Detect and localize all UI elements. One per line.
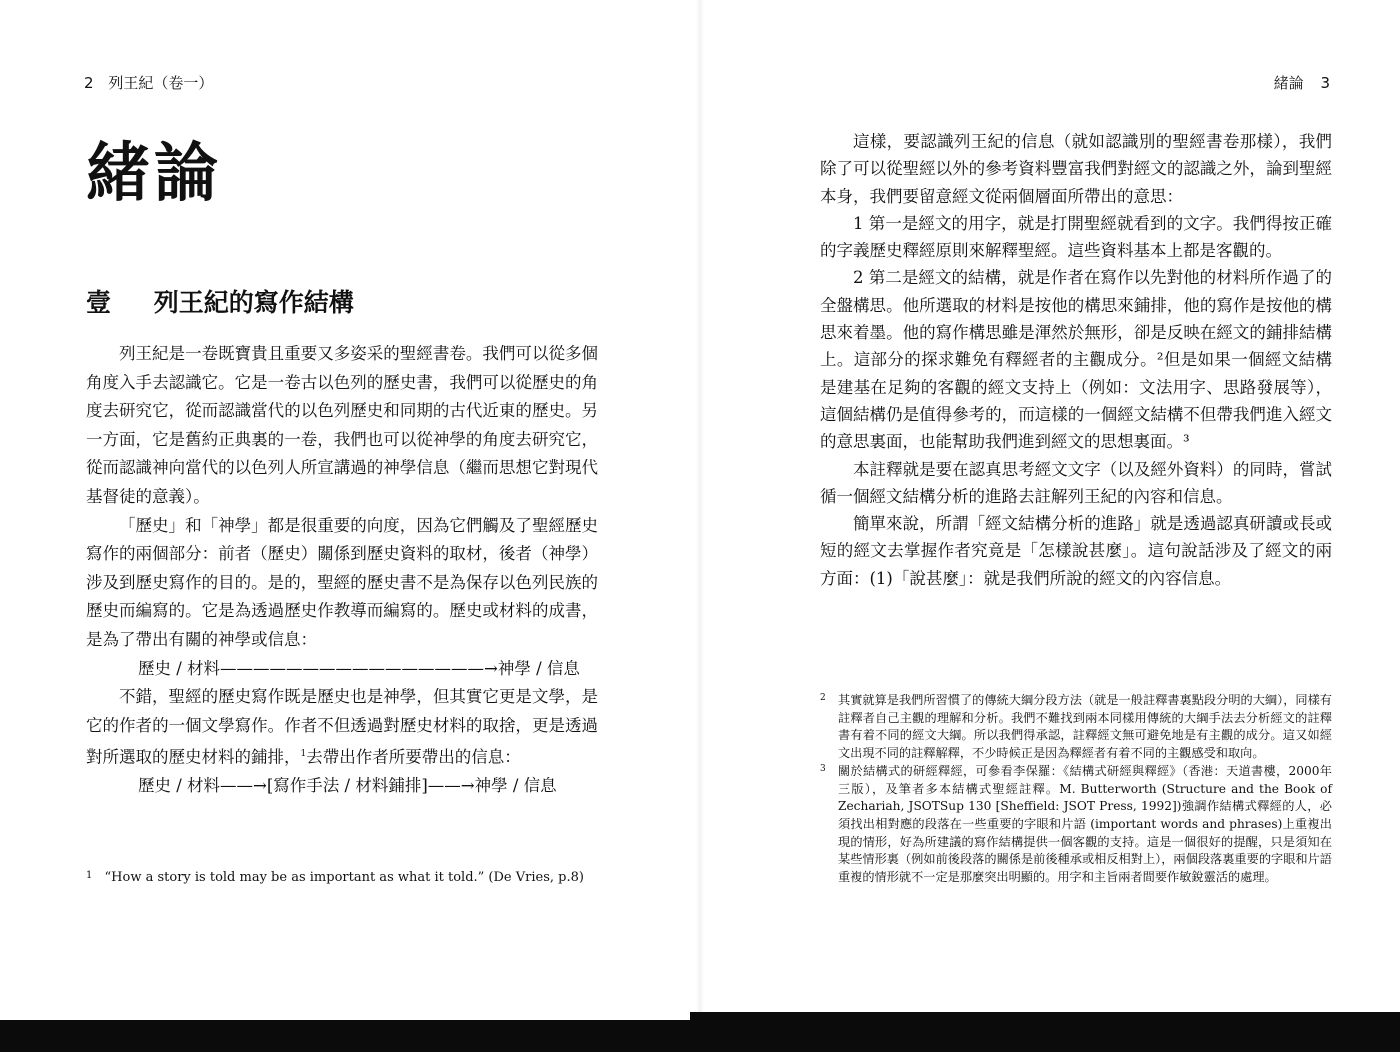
section-heading xyxy=(86,283,354,319)
footnote xyxy=(820,692,1332,763)
left-body xyxy=(86,340,598,801)
running-head-title: 列王紀（卷一） xyxy=(108,74,214,92)
right-body xyxy=(820,128,1332,592)
paragraph: 2 第二是經文的結構，就是作者在寫作以先對他的材料所作過了的全盤構思。他所選取的材料是按他的構思來鋪排，他的寫作是按他的構思來着墨。他的寫作構思雖是渾然於無形，卻是反映在經文的鋪排結構上。這部分的探求難免有釋經者的主觀成分。²但是如果一個經文結構是建基在足夠的客觀的經文支持上（例如：文法用字、思路發展等），這個結構仍是值得參考的，而這樣的一個經文結構不但帶我們進入經文的意思裏面，也能幫助我們進到經文的思想裏面。³ xyxy=(820,268,1332,452)
paragraph: 本註釋就是要在認真思考經文文字（以及經外資料）的同時，嘗試循一個經文結構分析的進路去註解列王紀的內容和信息。 xyxy=(820,459,1332,506)
section-number: 壹 xyxy=(86,288,112,317)
paragraph-text: 去帶出作者所要帶出的信息： xyxy=(306,747,521,767)
footnote-mark: 2 xyxy=(820,693,826,703)
footnote-mark: 1 xyxy=(86,870,93,881)
paragraph: 列王紀是一卷既寶貴且重要又多姿采的聖經書卷。我們可以從多個角度入手去認識它。它是一卷古以色列的歷史書，我們可以從歷史的角度去研究它，從而認識當代的以色列歷史和同期的古代近東的歷史。另一方面，它是舊約正典裏的一卷，我們也可以從神學的角度去研究它，從而認識神向當代的以色列人所宣講過的神學信息（繼而思想它對現代基督徒的意義）。 xyxy=(86,344,598,506)
running-head-right xyxy=(1262,72,1330,93)
running-head-left xyxy=(84,72,223,93)
footnote-mark: 3 xyxy=(820,763,826,774)
page-number: 3 xyxy=(1320,74,1330,92)
footnote xyxy=(86,870,606,885)
page-number: 2 xyxy=(84,74,94,92)
footnote-text: 關於結構式的研經釋經，可參看李保羅：《結構式研經與釋經》（香港：天道書樓，2000年三版），及筆者多本結構式聖經註釋。M. Butterworth (Structure and the Book of Zechariah, JSOTSup 130 [Sheffield: JSOT Press, 1992])強調作結構式釋經的人，必須找出相對應的段落在一些重要的字眼和片語 (important words and phrases)上重複出現的情形，好為所建議的寫作結構提供一個客觀的支持。這是一個很好的提醒，只是須知在某些情形裏（例如前後段落的關係是前後種承或相反相對上），兩個段落裏重要的字眼和片語重複的情形就不一定是那麼突出明顯的。用字和主旨兩者間要作敏銳靈活的處理。 xyxy=(838,763,1332,885)
footnote-text: “How a story is told may be as important as what it told.” (De Vries, p.8) xyxy=(104,870,584,885)
paragraph: 「歷史」和「神學」都是很重要的向度，因為它們觸及了聖經歷史寫作的兩個部分：前者（歷史）關係到歷史資料的取材，後者（神學）涉及到歷史寫作的目的。是的，聖經的歷史書不是為保存以色列民族的歷史而編寫的。它是為透過歷史作教導而編寫的。歷史或材料的成書，是為了帶出有關的神學或信息： xyxy=(86,515,598,649)
right-page xyxy=(700,0,1400,1020)
scan-border xyxy=(0,1020,1400,1052)
flow-diagram-line: 歷史 / 材料——→[寫作手法 / 材料鋪排]——→神學 / 信息 xyxy=(138,776,557,796)
footnote-text: 其實就算是我們所習慣了的傳統大綱分段方法（就是一般註釋書裏點段分明的大綱），同樣有註釋者自己主觀的理解和分析。我們不難找到兩本同樣用傳統的大綱手法去分析經文的註釋書有着不同的經文大綱。所以我們得承認，註釋經文無可避免地是有主觀的成分。這又如經文出現不同的註釋解釋，不少時候正是因為釋經者有着不同的主觀感受和取向。 xyxy=(838,693,1332,761)
running-head-title: 緒論 xyxy=(1273,74,1304,92)
footnote xyxy=(820,763,1332,887)
paragraph-text: 不錯，聖經的歷史寫作既是歷史也是神學，但其實它更是文學，是它的作者的一個文學寫作。作者不但透過對歷史材料的取捨，更是透過對所選取的歷史材料的鋪排， xyxy=(86,687,598,767)
footnote-reference: 1 xyxy=(300,749,307,760)
flow-diagram-line: 歷史 / 材料————————————————→神學 / 信息 xyxy=(138,658,580,678)
chapter-title: 緒論 xyxy=(86,137,222,211)
paragraph: 1 第一是經文的用字，就是打開聖經就看到的文字。我們得按正確的字義歷史釋經原則來解釋聖經。這些資料基本上都是客觀的。 xyxy=(820,213,1332,261)
left-page xyxy=(0,0,700,1020)
paragraph xyxy=(86,683,598,772)
paragraph: 這樣，要認識列王紀的信息（就如認識別的聖經書卷那樣），我們除了可以從聖經以外的參考資料豐富我們對經文的認識之外，論到聖經本身，我們要留意經文從兩個層面所帶出的意思： xyxy=(820,132,1332,206)
section-title: 列王紀的寫作結構 xyxy=(153,288,354,317)
footnotes xyxy=(820,692,1332,887)
paragraph: 簡單來說，所謂「經文結構分析的進路」就是透過認真研讀或長或短的經文去掌握作者究竟是「怎樣說甚麼」。這句說話涉及了經文的兩方面：(1)「說甚麼」：就是我們所說的經文的內容信息。 xyxy=(820,514,1332,588)
